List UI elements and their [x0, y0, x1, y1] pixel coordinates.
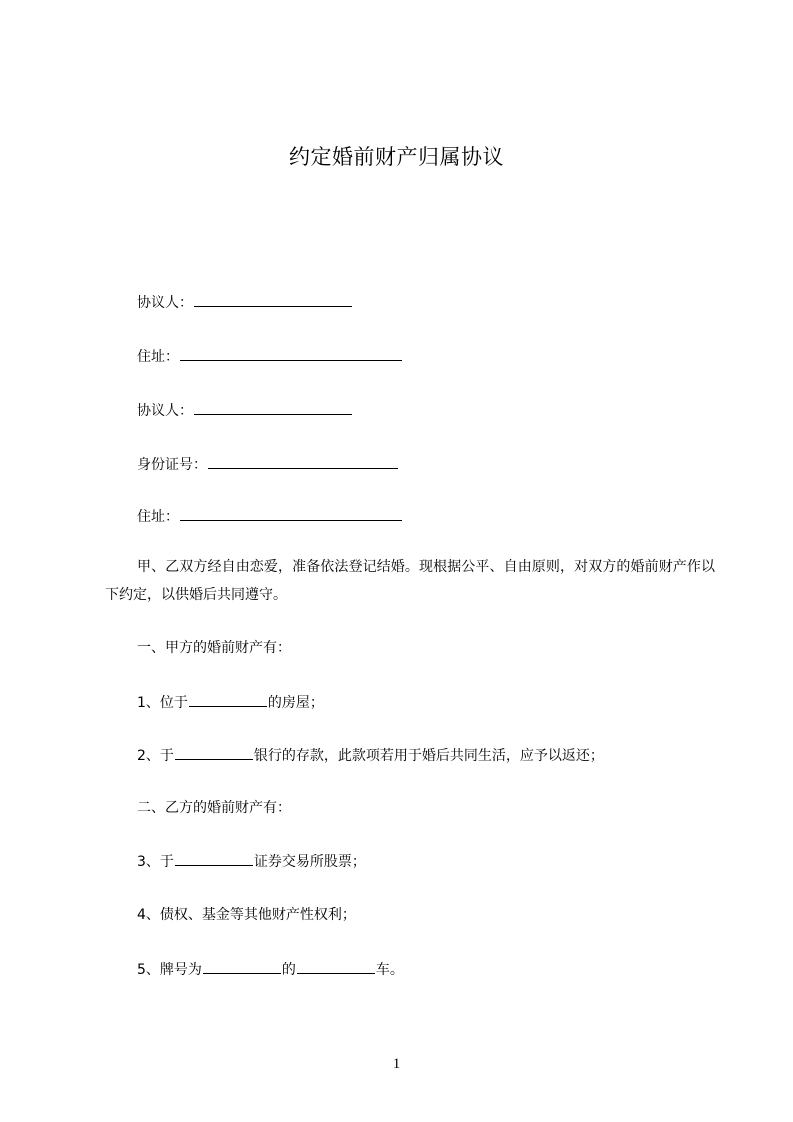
section2-heading: 二、乙方的婚前财产有： — [137, 800, 291, 816]
item2-blank[interactable] — [175, 745, 253, 760]
party2-line — [137, 400, 353, 421]
item5-blank1[interactable] — [203, 959, 281, 974]
item3-blank[interactable] — [175, 851, 253, 866]
item5-prefix: 5、牌号为 — [137, 962, 202, 978]
item4-line: 4、债权、基金等其他财产性权利； — [137, 907, 356, 923]
item5-suffix: 车。 — [375, 962, 404, 978]
item2-prefix: 2、于 — [137, 748, 174, 764]
item3-prefix: 3、于 — [137, 854, 174, 870]
item1-blank[interactable] — [189, 692, 267, 707]
address1-line — [137, 346, 403, 367]
party2-label: 协议人： — [137, 403, 193, 419]
item2-line — [137, 745, 604, 766]
page-number: 1 — [392, 1056, 401, 1072]
party1-line — [137, 292, 353, 313]
item2-suffix: 银行的存款，此款项若用于婚后共同生活，应予以返还； — [253, 748, 604, 764]
intro-paragraph: 甲、乙双方经自由恋爱，准备依法登记结婚。现根据公平、自由原则，对双方的婚前财产作以下约定，以供婚后共同遵守。 — [105, 559, 715, 603]
item3-line — [137, 851, 366, 872]
item1-suffix: 的房屋； — [267, 695, 324, 711]
id-blank[interactable] — [208, 454, 398, 469]
item5-blank2[interactable] — [297, 959, 375, 974]
item3-suffix: 证券交易所股票； — [253, 854, 366, 870]
address2-line — [137, 506, 403, 527]
item1-line — [137, 692, 324, 713]
address2-blank[interactable] — [180, 506, 402, 521]
party1-blank[interactable] — [194, 292, 352, 307]
item1-prefix: 1、位于 — [137, 695, 188, 711]
item5-line — [137, 959, 404, 980]
address2-label: 住址： — [137, 509, 179, 525]
id-label: 身份证号： — [137, 457, 207, 473]
party1-label: 协议人： — [137, 295, 193, 311]
address1-blank[interactable] — [180, 346, 402, 361]
id-line — [137, 454, 399, 475]
address1-label: 住址： — [137, 349, 179, 365]
section1-heading: 一、甲方的婚前财产有： — [137, 640, 291, 656]
document-title: 约定婚前财产归属协议 — [289, 145, 504, 169]
party2-blank[interactable] — [194, 400, 352, 415]
item5-middle: 的 — [281, 962, 296, 978]
